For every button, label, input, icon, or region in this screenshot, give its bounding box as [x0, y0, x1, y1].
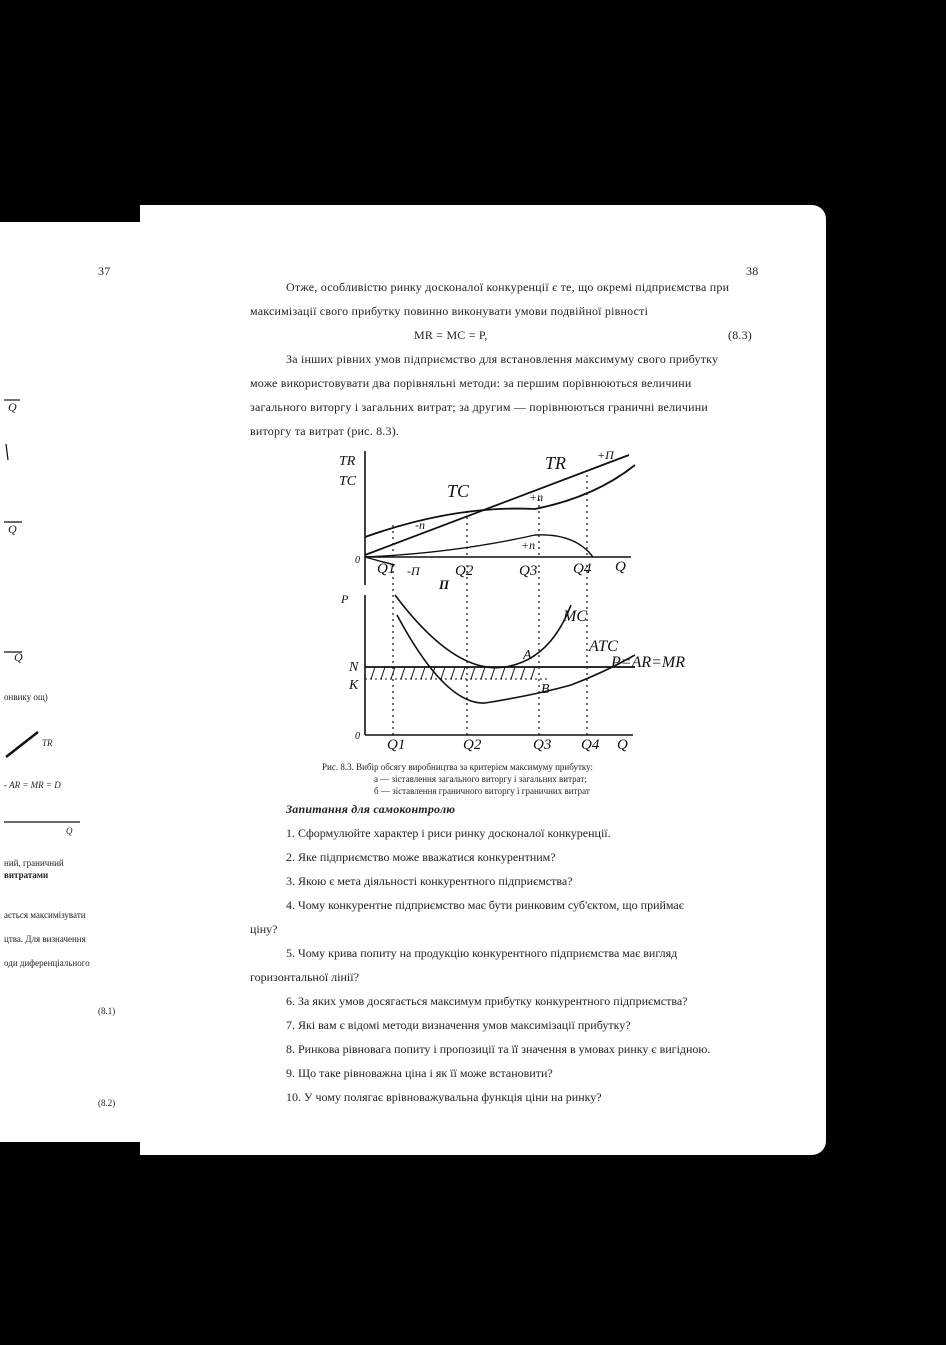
atc-curve	[397, 615, 635, 703]
margin-q-4: Q	[66, 826, 73, 836]
margin-q-1: Q	[8, 400, 17, 414]
question-8: 8. Ринкова рівновага попиту і пропозиції та її значення в умовах ринку є вигідною.	[286, 1042, 711, 1056]
label-q-axis: Q	[615, 559, 626, 575]
label-q3: Q3	[519, 563, 538, 579]
question-4: 4. Чому конкурентне підприємство має бути ринковим суб'єктом, що приймає	[286, 898, 684, 912]
label-price-line: P=AR=MR	[611, 654, 686, 671]
label-tr-curve: TR	[545, 453, 567, 473]
label-minus-pi-left: -п	[415, 518, 425, 532]
label-a: A	[523, 648, 532, 663]
margin-line-dlya: цтва. Для визначення	[4, 934, 86, 944]
label-minus-pi-bottom: -П	[407, 564, 420, 578]
tr-line	[365, 455, 629, 555]
label-tc-curve: TC	[447, 481, 470, 501]
label-q4: Q4	[573, 561, 592, 577]
label-bq-axis: Q	[617, 737, 628, 753]
margin-arrows	[0, 382, 140, 852]
question-5: 5. Чому крива попиту на продукцію конкурентного підприємства має вигляд	[286, 946, 678, 960]
figure-8-3	[335, 445, 715, 765]
label-b: B	[541, 682, 550, 697]
label-pi: П	[439, 577, 450, 592]
margin-tr: TR	[42, 738, 53, 748]
label-origin-top: 0	[355, 555, 360, 566]
question-10: 10. У чому полягає врівноважувальна функція ціни на ринку?	[286, 1090, 602, 1104]
label-bq3: Q3	[533, 737, 552, 753]
label-plus-pi-mid: +п	[529, 490, 544, 504]
formula: MR = MC = P,	[414, 328, 488, 342]
question-3: 3. Якою є мета діяльності конкурентного підприємства?	[286, 874, 573, 888]
label-bq2: Q2	[463, 737, 482, 753]
para2-line1: За інших рівних умов підприємство для встановлення максимуму свого прибутку	[286, 352, 719, 366]
caption-line1: Рис. 8.3. Вибір обсягу виробництва за критерієм максимуму прибутку:	[322, 762, 594, 772]
question-4-cont: ціну?	[250, 922, 278, 936]
question-5-cont: горизонтальної лінії?	[250, 970, 359, 984]
questions-title: Запитання для самоконтролю	[286, 802, 456, 816]
question-9: 9. Що таке рівноважна ціна і як її може встановити?	[286, 1066, 553, 1080]
left-page-number: 37	[98, 264, 111, 278]
margin-line-oriented: онвику ощ)	[4, 692, 48, 702]
label-q2: Q2	[455, 563, 474, 579]
caption-line2: а — зіставлення загального виторгу і загальних витрат;	[374, 774, 587, 784]
label-tc-axis: TC	[339, 474, 357, 489]
question-1: 1. Сформулюйте характер і риси ринку досконалої конкуренції.	[286, 826, 611, 840]
eq-8-2: (8.2)	[98, 1098, 116, 1108]
eq-8-1: (8.1)	[98, 1006, 116, 1016]
margin-line-vytrat: витратами	[4, 870, 49, 880]
para2-line4: виторгу та витрат (рис. 8.3).	[250, 424, 400, 438]
label-q1: Q1	[377, 561, 396, 577]
profit-hatch	[371, 667, 535, 679]
label-plus-pi-hump: +п	[521, 538, 536, 552]
para2-line2: може використовувати два порівняльні методи: за першим порівнюються величини	[250, 376, 692, 390]
profit-curve	[365, 535, 593, 557]
label-plus-pi-top: +П	[597, 448, 614, 462]
tc-curve	[365, 465, 635, 537]
margin-ar-mr-d: - AR = MR = D	[4, 780, 61, 790]
label-k: K	[349, 678, 359, 693]
para1-line2: максимізації свого прибутку повинно виконувати умови подвійної рівності	[250, 304, 649, 318]
label-n: N	[349, 660, 359, 675]
margin-line-graniy: ний, граничний	[4, 858, 64, 868]
para2-line3: загального виторгу і загальних витрат; за другим — порівнюються граничні величини	[250, 400, 708, 414]
label-p-axis: P	[341, 592, 349, 606]
margin-line-dyf: оди диференціального	[4, 958, 90, 968]
formula-number: (8.3)	[728, 328, 752, 342]
para1-line1: Отже, особливістю ринку досконалої конкуренції є те, що окремі підприємства при	[286, 280, 730, 294]
margin-q-2: Q	[8, 522, 17, 536]
question-6: 6. За яких умов досягається максимум прибутку конкурентного підприємства?	[286, 994, 688, 1008]
label-tr-axis: TR	[339, 454, 356, 469]
right-page-number: 38	[746, 264, 759, 278]
margin-line-max: ається максимізувати	[4, 910, 86, 920]
label-origin-bottom: 0	[355, 731, 360, 742]
label-mc: MC	[563, 608, 587, 625]
label-bq4: Q4	[581, 737, 600, 753]
question-7: 7. Які вам є відомі методи визначення умов максимізації прибутку?	[286, 1018, 631, 1032]
label-bq1: Q1	[387, 737, 406, 753]
caption-line3: б — зіставлення граничного виторгу і граничних витрат	[374, 786, 590, 796]
left-page	[0, 222, 140, 1142]
margin-q-3: Q	[14, 650, 23, 664]
label-atc: ATC	[589, 638, 618, 655]
question-2: 2. Яке підприємство може вважатися конкурентним?	[286, 850, 556, 864]
